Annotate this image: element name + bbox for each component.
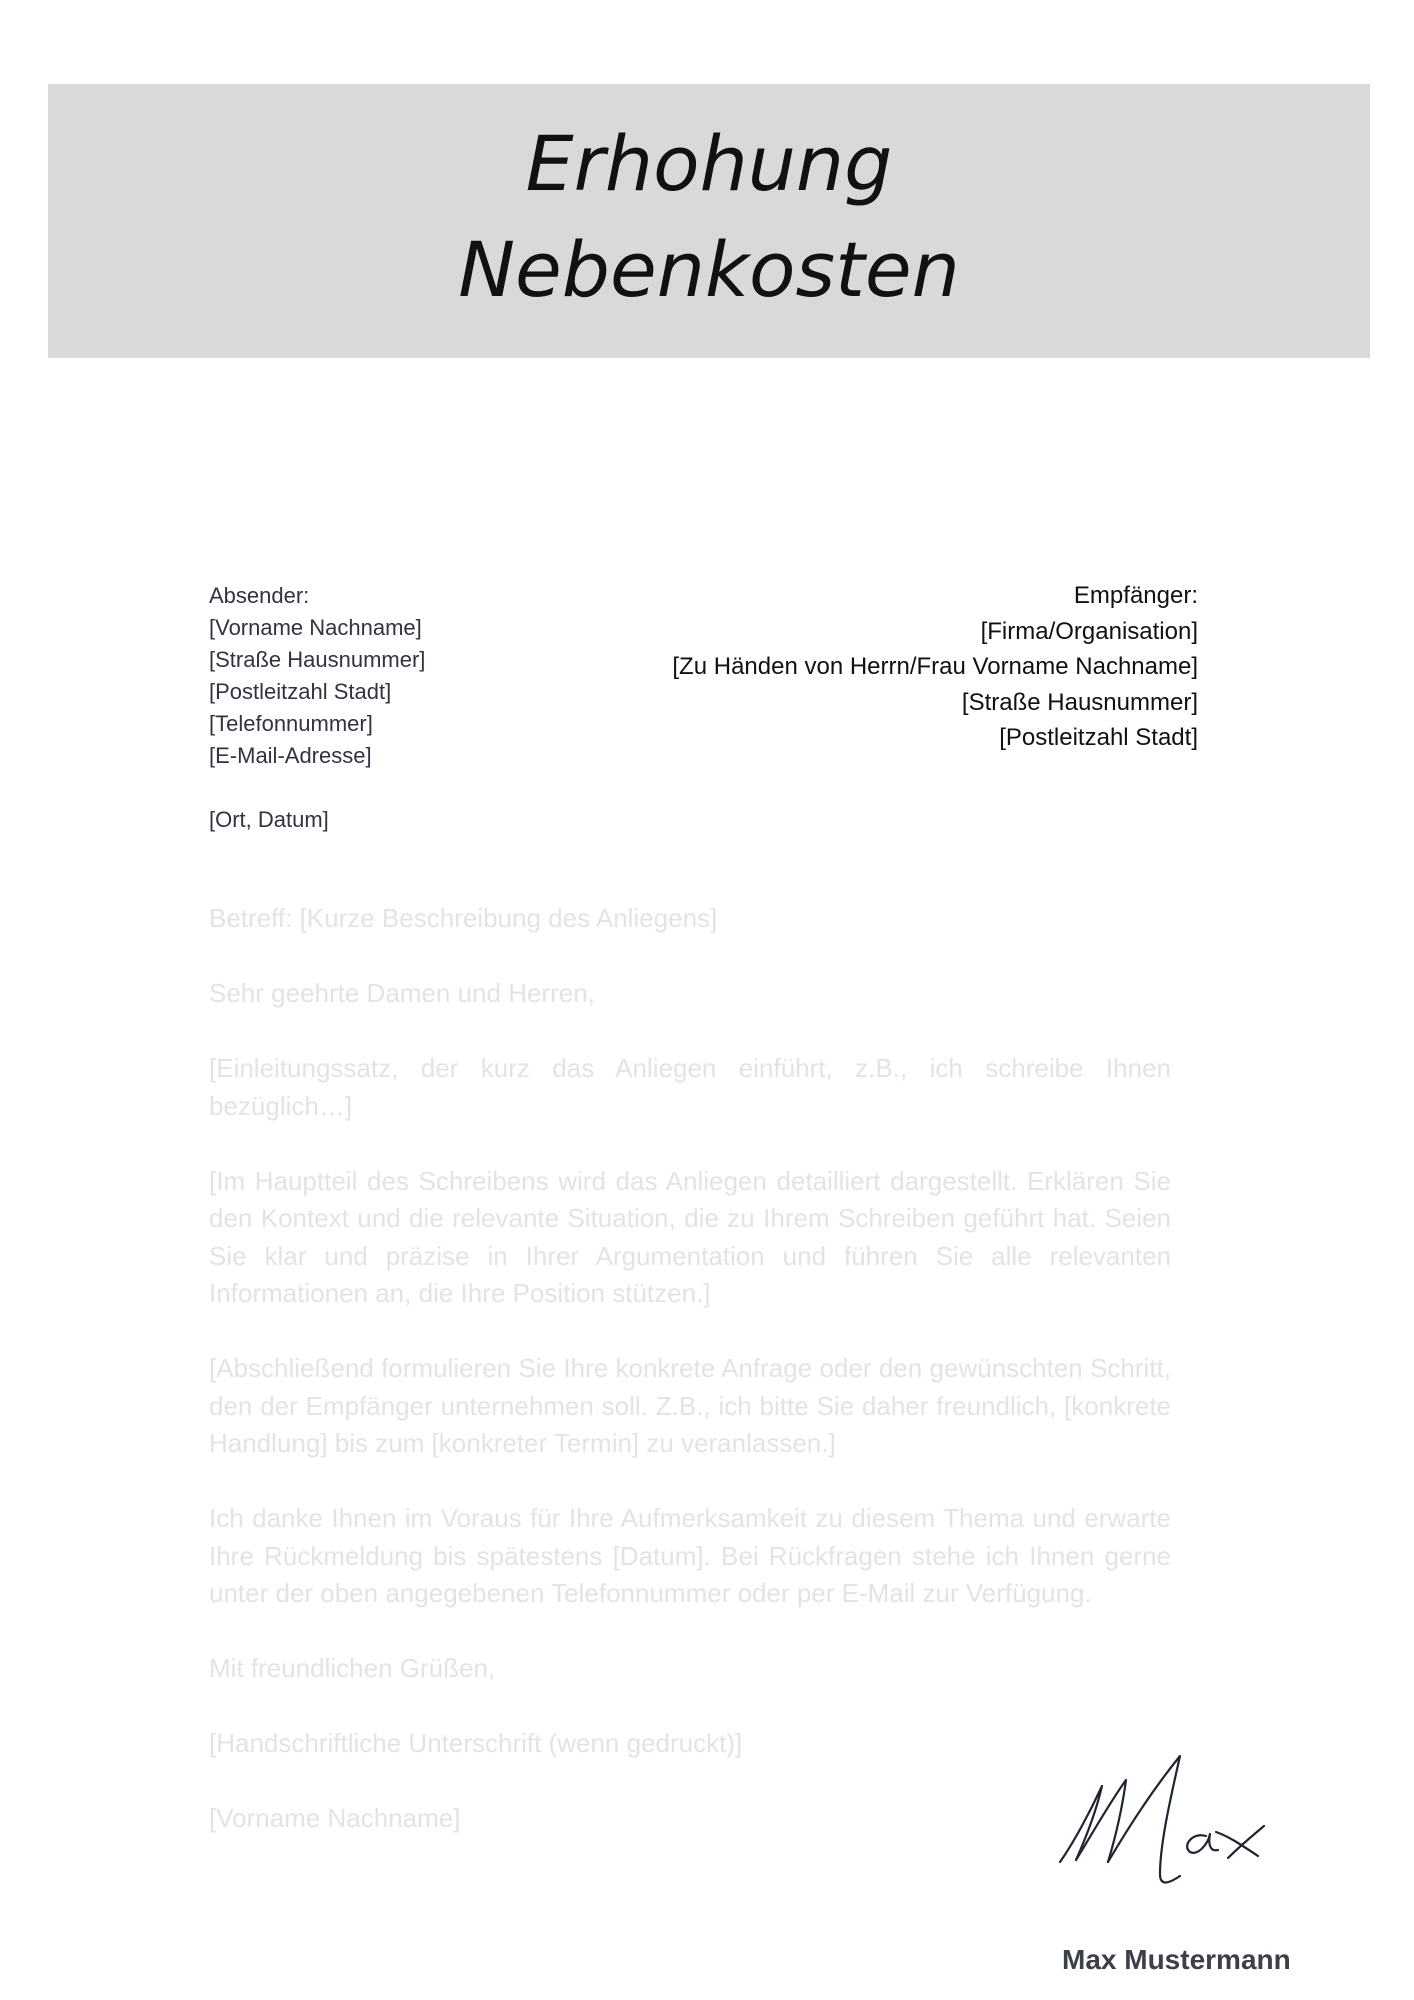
recipient-block [672,578,1198,756]
letter-subject: Betreff: [Kurze Beschreibung des Anliegens] [209,903,718,933]
handwritten-signature [1056,1750,1281,1900]
sender-city: [Postleitzahl Stadt] [209,679,392,704]
sender-label: Absender: [209,583,310,608]
recipient-label: Empfänger: [1073,582,1198,609]
recipient-city: [Postleitzahl Stadt] [999,724,1198,751]
recipient-attention: [Zu Händen von Herrn/Frau Vorname Nachname] [672,653,1198,680]
signature-strokes [1060,1756,1264,1883]
letter-thanks: Ich danke Ihnen im Voraus für Ihre Aufmerksamkeit zu diesem Thema und erwarte Ihre Rückmeldung bis spätestens [Datum]. Bei Rückfragen stehe ich Ihnen gerne unter der oben angegebenen Telefonnummer oder per E-Mail zur Verfügung. [209,1503,1171,1608]
document-title-line-1: Erhohung [525,119,893,208]
letter-request: [Abschließend formulieren Sie Ihre konkrete Anfrage oder den gewünschten Schritt, den der Empfänger unternehmen soll. Z.B., ich bitte Sie daher freundlich, [konkrete Handlung] bis zum [konkreter Termin] zu veranlassen.] [209,1353,1171,1458]
letter-main: [Im Hauptteil des Schreibens wird das Anliegen detailliert dargestellt. Erklären Sie den Kontext und die relevante Situation, die zu Ihrem Schreiben geführt hat. Seien Sie klar und präzise in Ihrer Argumentation und führen Sie alle relevanten Informationen an, die Ihre Position stützen.] [209,1165,1171,1308]
recipient-street: [Straße Hausnummer] [961,688,1198,716]
letter-body [209,900,1171,1875]
sender-block [209,580,425,836]
signer-name: Max Mustermann [1062,1944,1291,1975]
letter-intro: [Einleitungssatz, der kurz das Anliegen einführt, z.B., ich schreibe Ihnen bezüglich…] [209,1053,1171,1121]
place-date: [Ort, Datum] [209,807,329,832]
letter-signature-placeholder: [Handschriftliche Unterschrift (wenn gedruckt)] [209,1728,743,1758]
sender-street: [Straße Hausnummer] [209,647,426,672]
letter-closing: Mit freundlichen Grüßen, [209,1653,496,1683]
sender-phone: [Telefonnummer] [209,711,373,736]
sender-name: [Vorname Nachname] [209,615,422,640]
recipient-company: [Firma/Organisation] [980,617,1198,645]
title-band [48,84,1370,358]
sender-email: [E-Mail-Adresse] [209,743,372,768]
letter-name-placeholder: [Vorname Nachname] [209,1803,461,1833]
letter-salutation: Sehr geehrte Damen und Herren, [209,978,595,1008]
document-title-line-2: Nebenkosten [458,225,960,314]
